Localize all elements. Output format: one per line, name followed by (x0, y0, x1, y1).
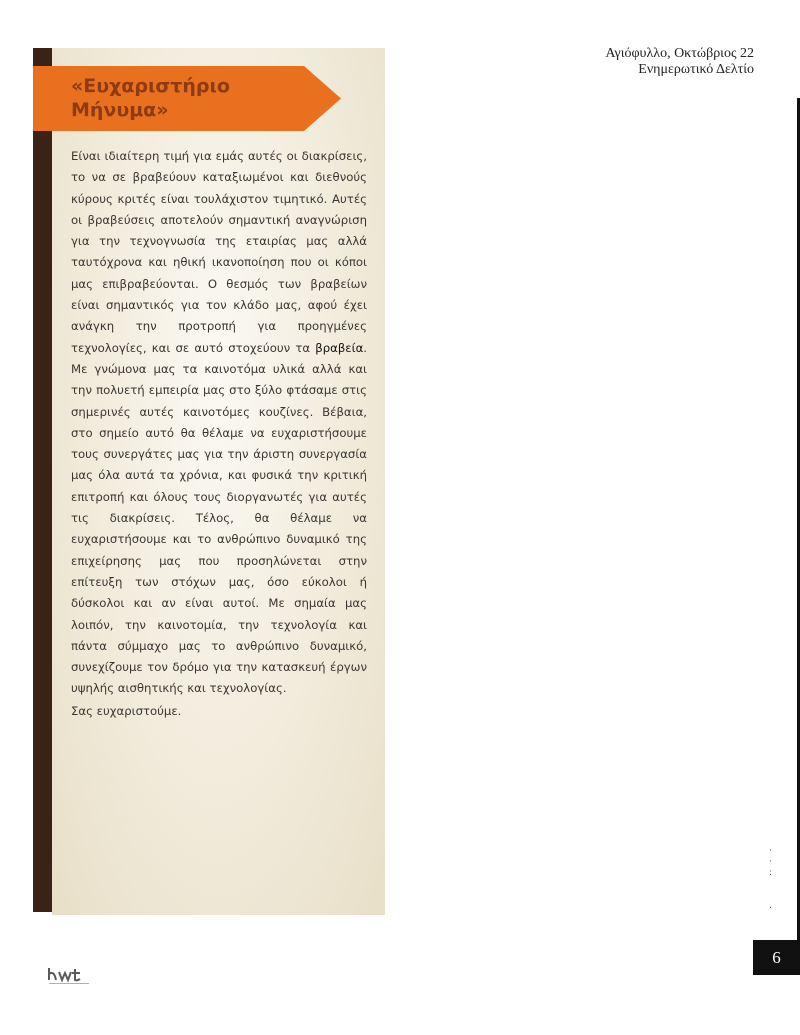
header-date: Αγιόφυλλο, Οκτώβριος 22 (605, 46, 754, 61)
article-closing: Σας ευχαριστούμε. (71, 704, 182, 718)
header-publication: Ενημερωτικό Δελτίο (638, 62, 754, 77)
article-body-part1: Είναι ιδιαίτερη τιμή για εμάς αυτές οι διακρίσεις, το να σε βραβεύουν καταξιωμένοι και διεθνούς κύρους κριτές είναι τουλάχιστον τιμητικό. Αυτές οι βραβεύσεις αποτελούν σημαντική αναγνώριση για την τεχνογνωσία της εταιρίας μας αλλά ταυτόχρονα και ηθική ικανοποίηση που οι κόποι μας επιβραβεύονται. Ο θεσμός των βραβείων είναι σημαντικός για τον κλάδο μας, αφού έχει ανάγκη την προτροπή για προηγμένες τεχνολογίες, και σε αυτό στοχεύουν τα (71, 149, 367, 355)
header (605, 46, 754, 78)
sidebar-dark-bar (33, 48, 52, 912)
margin-marks: · · : . (769, 846, 773, 911)
article-body (71, 146, 367, 700)
article-body-part2: . Με γνώμονα μας τα καινοτόμα υλικά αλλά και την πολυετή εμπειρία μας στο ξύλο φτάσαμε στις σημερινές αυτές καινοτόμες κουζίνες. Βέβαια, στο σημείο αυτό θα θέλαμε να ευχαριστήσουμε τους συνεργάτες μας για την άριστη συνεργασία μας όλα αυτά τα χρόνια, και φυσικά την κριτική επιτροπή και όλους τους διοργανωτές για αυτές τις διακρίσεις. Τέλος, θα θέλαμε να ευχαριστήσουμε και το ανθρώπινο δυναμικό της επιχείρησης μας που προσηλώνεται στην επίτευξη των στόχων μας, όσο εύκολοι ή δύσκολοι και αν είναι αυτοί. Με σημαία μας λοιπόν, την καινοτομία, την τεχνολογία και πάντα σύμμαχο μας το ανθρώπινο δυναμικό, συνεχίζουμε τον δρόμο για την κατασκευή έργων υψηλής αισθητικής και τεχνολογίας. (71, 340, 367, 696)
hwt-logo-icon (47, 966, 92, 986)
page-number: 6 (753, 940, 800, 975)
article-title: «Ευχαριστήριο Μήνυμα» (71, 75, 230, 121)
awards-link[interactable]: βραβεία (315, 340, 364, 355)
